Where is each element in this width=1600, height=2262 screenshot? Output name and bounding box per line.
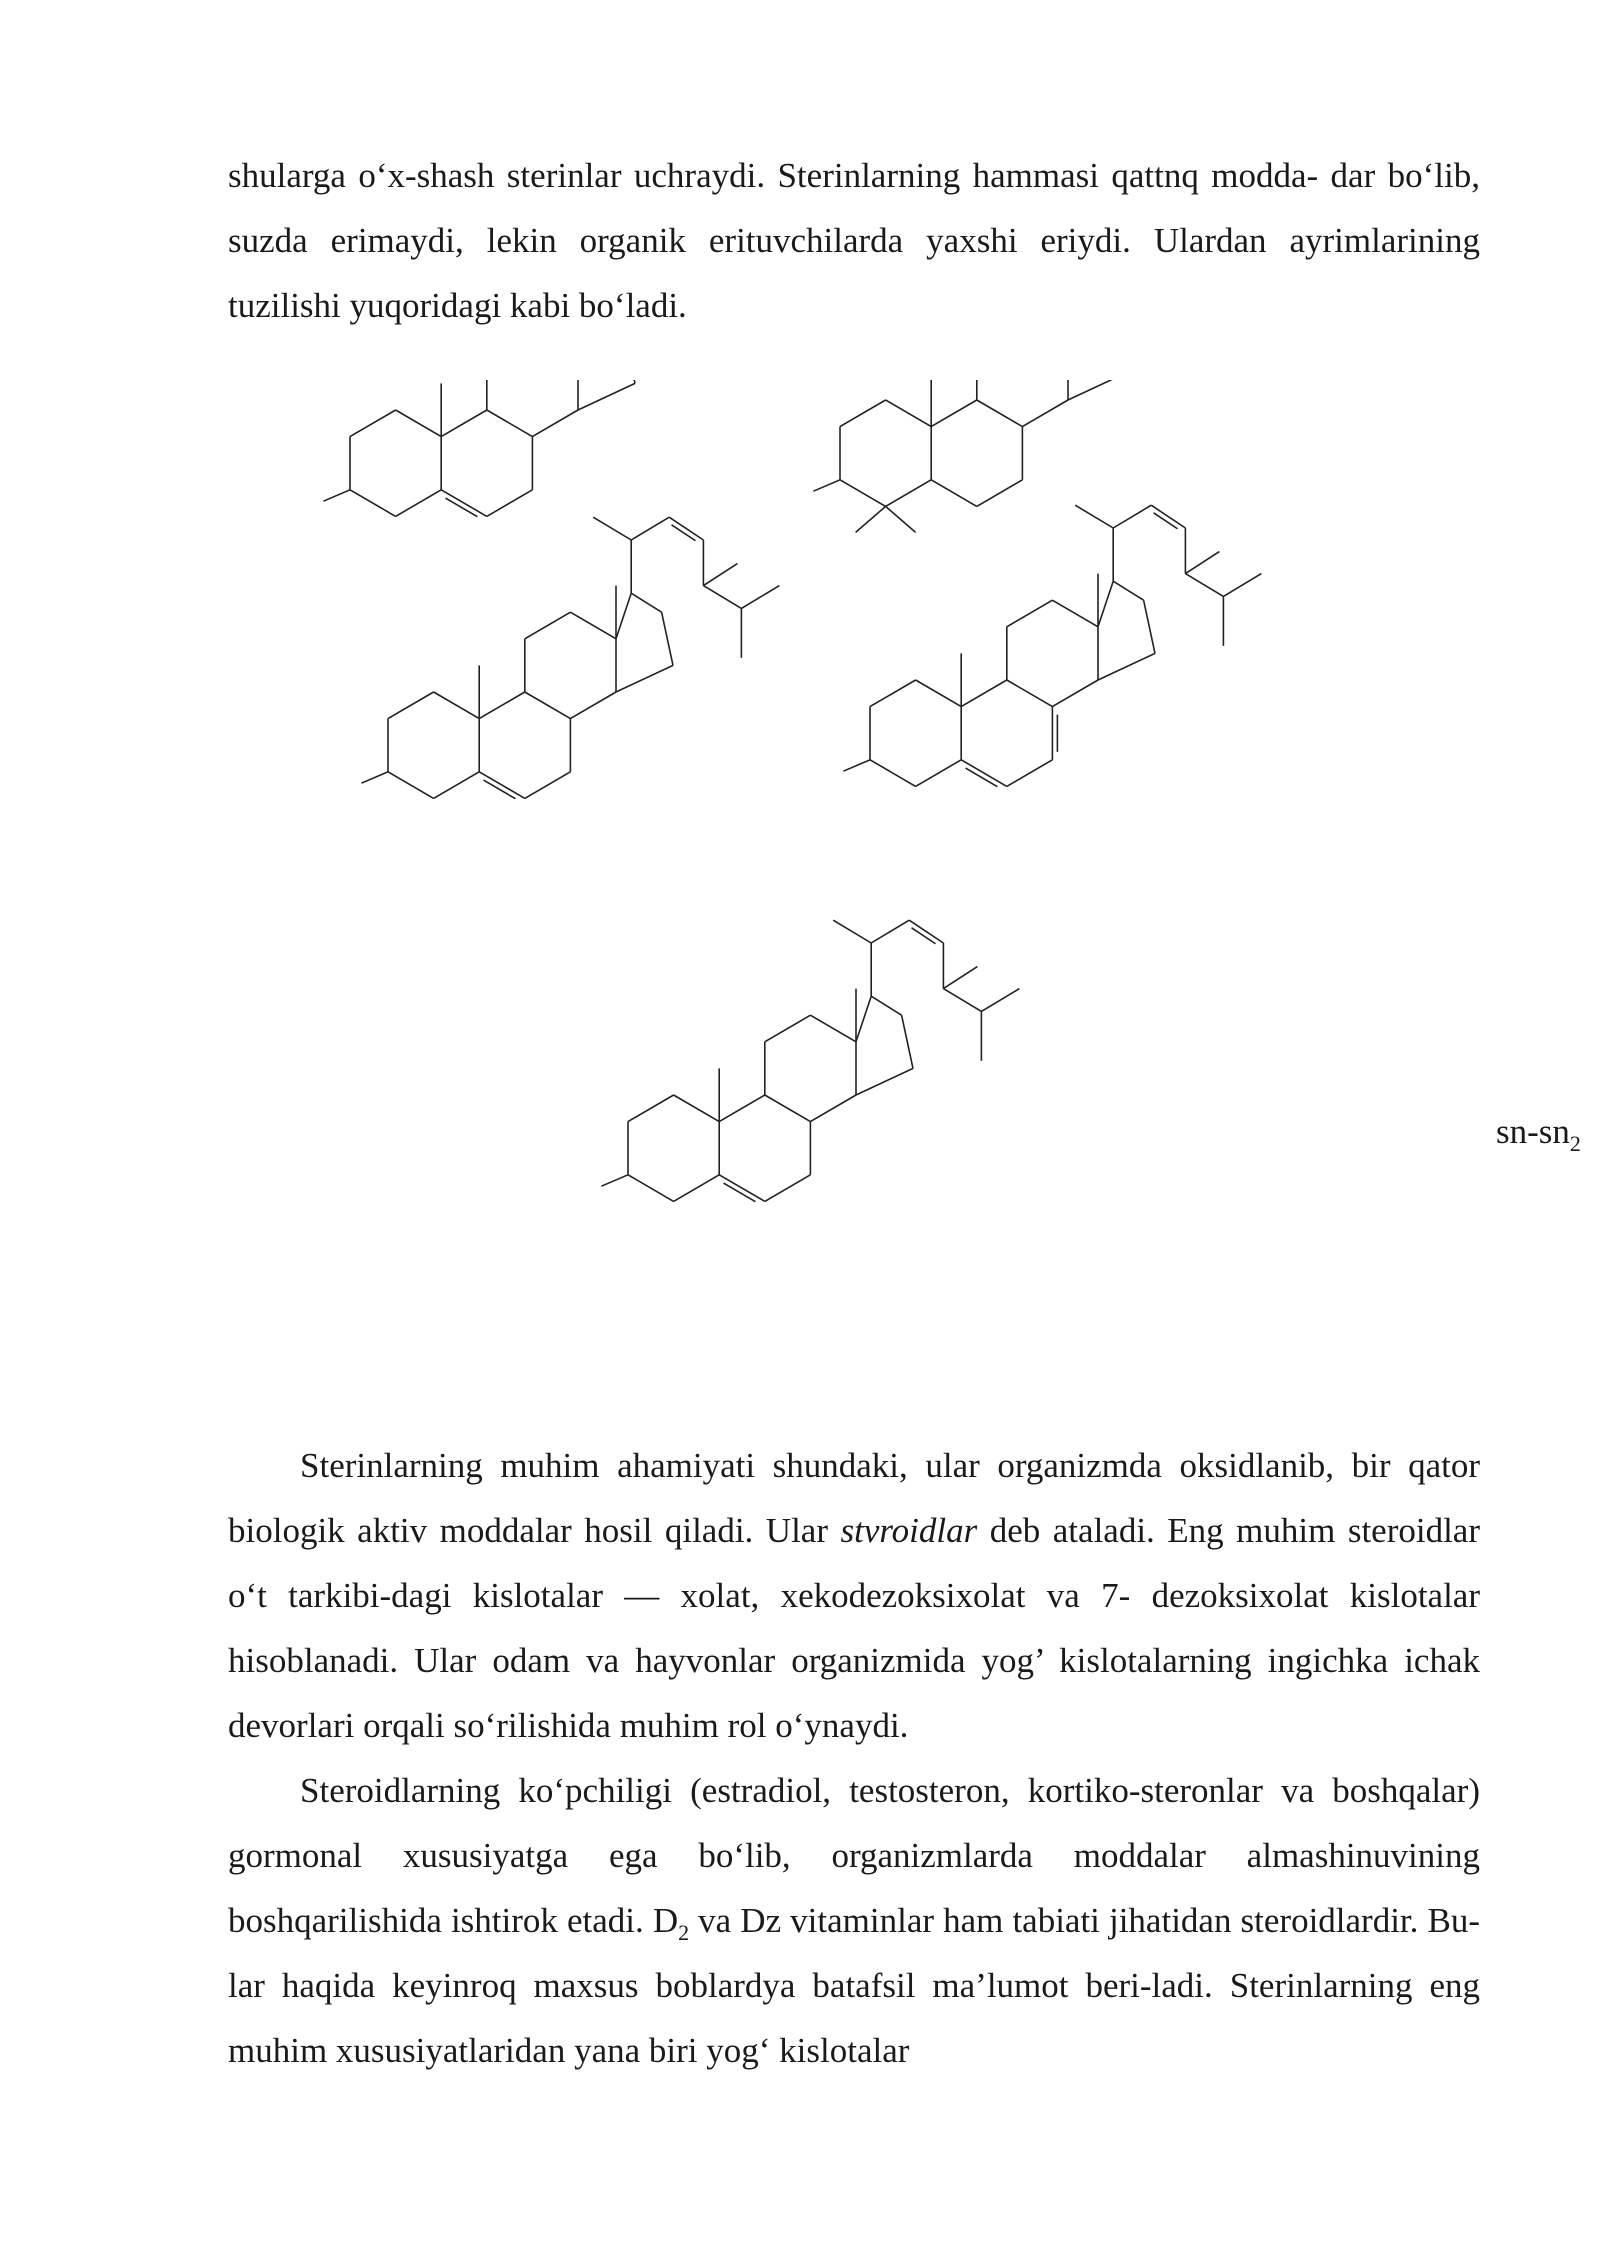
- bond: [1052, 680, 1098, 707]
- bond: [977, 480, 1023, 507]
- bond: [674, 1175, 720, 1202]
- methyl-4a: [856, 506, 886, 532]
- bond: [1098, 653, 1155, 680]
- bond: [525, 772, 571, 799]
- bond: [961, 680, 1007, 707]
- bond: [361, 772, 388, 783]
- bond: [441, 490, 487, 517]
- bond: [631, 593, 661, 612]
- ethyl-branch: [943, 967, 977, 989]
- bond: [628, 1175, 674, 1202]
- bond: [719, 1095, 765, 1122]
- intro-paragraph: [228, 143, 1480, 338]
- side-chain-bond: [669, 517, 703, 540]
- bond: [916, 680, 962, 707]
- bond: [886, 400, 932, 427]
- bond: [1052, 600, 1098, 627]
- bond: [350, 410, 396, 437]
- bond: [765, 1095, 811, 1122]
- p1-text-a: Sterinlarning muhim ahamiyati shundaki, ular organizmda oksidlanib, bir qator biologik aktiv moddalar hosil qiladi. Ular: [228, 1446, 1480, 1550]
- sterol-structure-3: [361, 517, 779, 799]
- bond: [624, 380, 635, 383]
- bond: [840, 480, 886, 507]
- bond: [765, 1015, 811, 1042]
- side-label: [1496, 1112, 1581, 1156]
- bond: [525, 692, 571, 719]
- bond: [1068, 380, 1125, 400]
- bond: [765, 1175, 811, 1202]
- bond: [856, 996, 871, 1042]
- bond: [628, 1095, 674, 1122]
- side-chain-bond: [631, 517, 669, 540]
- side-chain-bond: [1151, 505, 1185, 528]
- sterol-structure-2: [813, 380, 1231, 532]
- bond: [487, 490, 533, 517]
- p2-subscript: 2: [678, 1920, 690, 1945]
- bond: [323, 490, 350, 501]
- bond: [1007, 760, 1053, 787]
- sterol-structure-1: [323, 380, 741, 517]
- bond: [810, 1095, 856, 1122]
- paragraph-steroids-role: [228, 1433, 1480, 1758]
- methyl-4b: [886, 506, 916, 532]
- bond: [616, 593, 631, 639]
- sterol-structure-4: [843, 505, 1261, 787]
- bond: [916, 760, 962, 787]
- side-chain-bond: [1113, 505, 1151, 528]
- bond: [601, 1175, 628, 1186]
- bond: [1098, 581, 1113, 627]
- side-label-base: sn-sn: [1496, 1112, 1570, 1151]
- intro-text: shularga o‘x-shash sterinlar uchraydi. Sterinlarning hammasi qattnq modda- dar bo‘lib, suzda erimaydi, lekin organik erituvchilarda yaxshi eriydi. Ulardan ayrimlarining tuzilishi yuqoridagi kabi bo‘ladi.: [228, 156, 1480, 325]
- bond: [479, 692, 525, 719]
- side-chain-bond: [1075, 505, 1113, 528]
- side-chain-bond: [909, 920, 943, 943]
- side-chain-bond: [703, 586, 741, 609]
- bond: [1007, 680, 1053, 707]
- p1-text-b: deb ataladi. Eng muhim steroidlar o‘t tarkibi-dagi kislotalar — xolat, xekodezoksixolat va 7- dezoksixolat kislotalar hisoblanadi. Ular odam va hayvonlar organizmida yog’ kislotalarning ingichka ichak devorlari orqali so‘rilishida muhim rol o‘ynaydi.: [228, 1511, 1480, 1745]
- bond: [871, 996, 901, 1015]
- bond: [902, 1015, 913, 1068]
- side-chain-bond: [593, 517, 631, 540]
- p2-text-b: va Dz vitaminlar ham tabiati jihatidan steroidlardir. Bu-lar haqida keyinroq maxsus boblardya batafsil ma’lumot beri-ladi. Sterinlarning eng muhim xususiyatlaridan yana biri yog‘ kislotalar: [228, 1901, 1480, 2070]
- bond: [1007, 600, 1053, 627]
- bond: [843, 760, 870, 771]
- side-chain-bond: [943, 989, 981, 1012]
- bond: [961, 760, 1007, 787]
- ethyl-branch: [703, 564, 737, 586]
- side-chain-bond: [1185, 574, 1223, 597]
- paragraph-hormones: [228, 1758, 1480, 2083]
- bond: [674, 1095, 720, 1122]
- bond: [434, 692, 480, 719]
- bond: [388, 772, 434, 799]
- side-chain-bond: [981, 989, 1019, 1012]
- bond: [931, 400, 977, 427]
- side-chain-bond: [871, 920, 909, 943]
- bond: [441, 410, 487, 437]
- bond: [840, 400, 886, 427]
- bond: [931, 480, 977, 507]
- side-chain-bond: [1223, 574, 1261, 597]
- bond: [662, 612, 673, 665]
- side-chain-bond: [741, 586, 779, 609]
- ethyl-branch: [1185, 552, 1219, 574]
- p1-italic-term: stvroidlar: [840, 1511, 978, 1550]
- side-chain-bond: [833, 920, 871, 943]
- bond: [570, 692, 616, 719]
- bond: [350, 490, 396, 517]
- bond: [616, 665, 673, 692]
- bond: [1113, 581, 1143, 600]
- body-text: [228, 1433, 1480, 2083]
- bond: [487, 410, 533, 437]
- bond: [578, 383, 635, 410]
- bond: [570, 612, 616, 639]
- bond: [813, 480, 840, 491]
- bond: [396, 410, 442, 437]
- p2-text-a: Steroidlarning ko‘pchiligi (estradiol, testosteron, kortiko-steronlar va boshqalar) gormonal xususiyatga ega bo‘lib, organizmlarda moddalar almashinuvining boshqarilishida ishtirok etadi. D: [228, 1771, 1480, 1940]
- sterol-structures-figure: [0, 380, 1600, 1400]
- bond: [479, 772, 525, 799]
- bond: [870, 680, 916, 707]
- bond: [856, 1068, 913, 1095]
- bond: [525, 612, 571, 639]
- bond: [1022, 400, 1068, 427]
- bond: [388, 692, 434, 719]
- bond: [810, 1015, 856, 1042]
- side-label-subscript: 2: [1569, 1131, 1581, 1156]
- bond: [870, 760, 916, 787]
- bond: [396, 490, 442, 517]
- bond: [434, 772, 480, 799]
- bond: [532, 410, 578, 437]
- bond: [719, 1175, 765, 1202]
- sterol-structure-5: [601, 920, 1019, 1202]
- bond: [977, 400, 1023, 427]
- bond: [886, 480, 932, 507]
- bond: [1144, 600, 1155, 653]
